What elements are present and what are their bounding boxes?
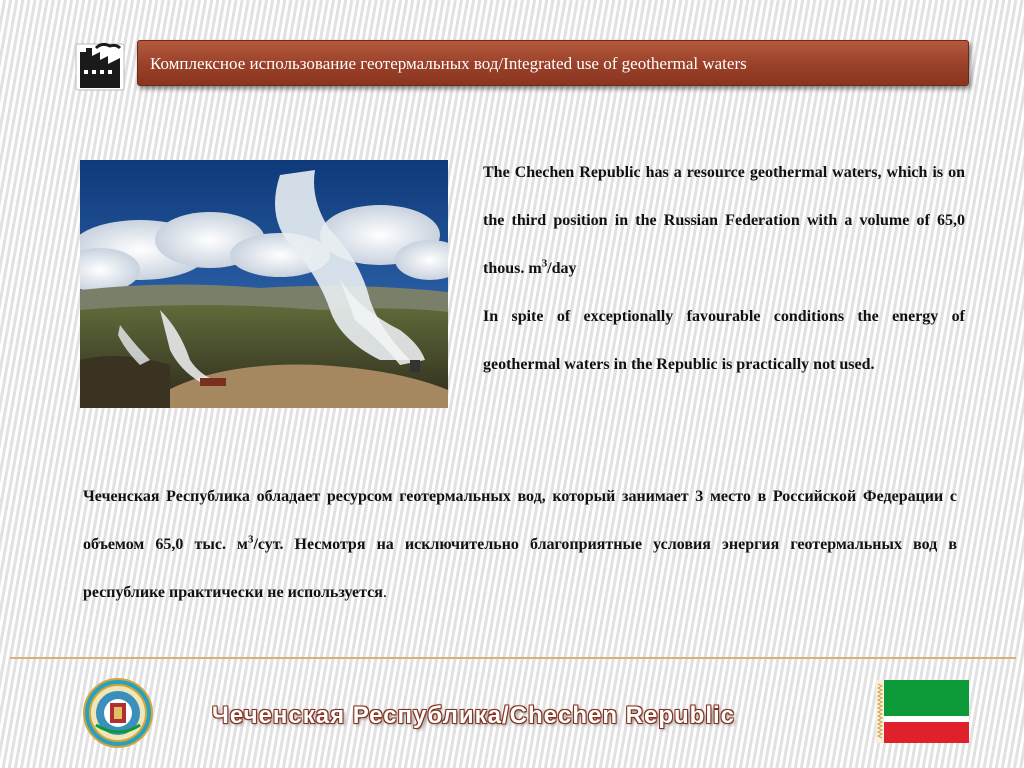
chechen-flag-icon: [876, 680, 969, 743]
page-title: Комплексное использование геотермальных вод/Integrated use of geothermal waters: [150, 54, 747, 73]
english-paragraph-1: The Chechen Republic has a resource geothermal waters, which is on the third position in the Russian Federation with a volume of 65,0 thous. $m^3$/day: [483, 164, 965, 277]
factory-icon: [72, 38, 128, 94]
english-paragraph-2: In spite of exceptionally favourable conditions the energy of geothermal waters in the Republic is practically not used.: [483, 308, 965, 373]
footer-title: Чеченская Республика/Chechen Republic: [212, 702, 736, 729]
footer-divider: [10, 657, 1016, 659]
russian-paragraph: Чеченская Республика обладает ресурсом геотермальных вод, который занимает 3 место в Российской Федерации с объемом 65,0 тыс. $м^3$/сут. Несмотря на исключительно благоприятные условия энергия геотермальных вод в республике практически не используется.: [83, 488, 957, 601]
title-bar: [137, 40, 969, 86]
russian-description: [83, 473, 957, 617]
geothermal-plant-photo: [80, 160, 448, 408]
english-description: [483, 149, 965, 389]
